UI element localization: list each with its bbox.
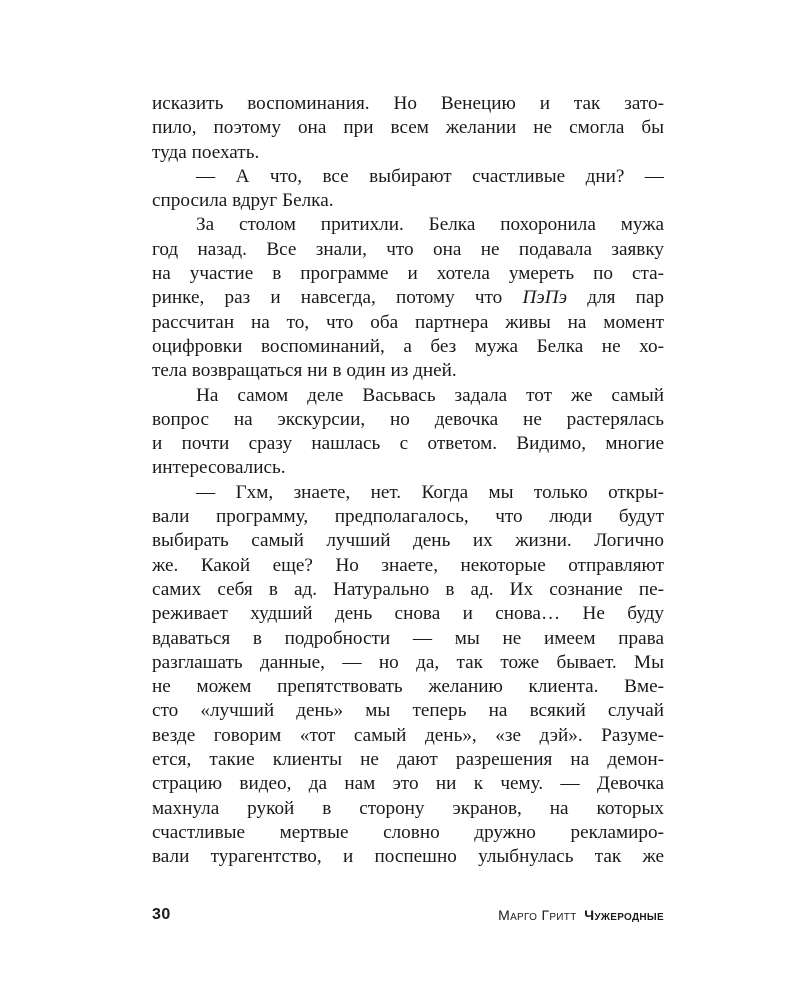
text-line: и почти сразу нашлась с ответом. Видимо, многие	[152, 433, 664, 455]
running-head	[498, 907, 664, 923]
text-line: вали турагентство, и поспешно улыбнулась так же	[152, 846, 664, 868]
text-line: разглашать данные, — но да, так тоже бывает. Мы	[152, 651, 664, 673]
body-text	[152, 92, 664, 870]
text-line: спросила вдруг Белка.	[152, 190, 334, 212]
text-line: — А что, все выбирают счастливые дни? —	[196, 165, 664, 187]
text-line: ринке, раз и навсегда, потому что ПэПэ для пар	[152, 287, 664, 309]
text-line: За столом притихли. Белка похоронила мужа	[196, 214, 664, 236]
text-line: реживает худший день снова и снова… Не буду	[152, 603, 664, 625]
text-line: вдаваться в подробности — мы не имеем права	[152, 627, 664, 649]
text-line: счастливые мертвые словно дружно рекламиро-	[152, 821, 664, 843]
text-line: не можем препятствовать желанию клиента. Вме-	[152, 676, 664, 698]
text-line: вали программу, предполагалось, что люди будут	[152, 506, 664, 528]
text-line: рассчитан на то, что оба партнера живы на момент	[152, 311, 664, 333]
text-line: самих себя в ад. Натурально в ад. Их сознание пе-	[152, 578, 664, 600]
italic-term: ПэПэ	[522, 287, 568, 309]
text-line: оцифровки воспоминаний, а без мужа Белка не хо-	[152, 335, 664, 357]
text-line: ется, такие клиенты не дают разрешения на демон-	[152, 749, 664, 771]
text-line: год назад. Все знали, что она не подавала заявку	[152, 238, 664, 260]
text-line: — Гхм, знаете, нет. Когда мы только откры-	[196, 481, 664, 503]
text-line: махнула рукой в сторону экранов, на которых	[152, 797, 664, 819]
text-line: на участие в программе и хотела умереть по ста-	[152, 263, 664, 285]
text-line: же. Какой еще? Но знаете, некоторые отправляют	[152, 554, 664, 576]
text-line: тела возвращаться ни в один из дней.	[152, 360, 457, 382]
text-line: выбирать самый лучший день их жизни. Логично	[152, 530, 664, 552]
text-line: пило, поэтому она при всем желании не смогла бы	[152, 117, 664, 139]
text-line: На самом деле Васьвась задала тот же самый	[196, 384, 664, 406]
text-line: интересовались.	[152, 457, 286, 479]
page-number: 30	[152, 906, 171, 923]
text-line: страцию видео, да нам это ни к чему. — Девочка	[152, 773, 664, 795]
text-line: вопрос на экскурсии, но девочка не растерялась	[152, 408, 664, 430]
text-line: сто «лучший день» мы теперь на всякий случай	[152, 700, 664, 722]
running-head-author: Марго Гритт	[498, 907, 577, 923]
text-line: везде говорим «тот самый день», «зе дэй». Разуме-	[152, 724, 664, 746]
running-head-title: Чужеродные	[584, 907, 664, 923]
text-line: исказить воспоминания. Но Венецию и так зато-	[152, 93, 664, 114]
text-line: туда поехать.	[152, 141, 260, 163]
page-footer	[152, 906, 664, 928]
